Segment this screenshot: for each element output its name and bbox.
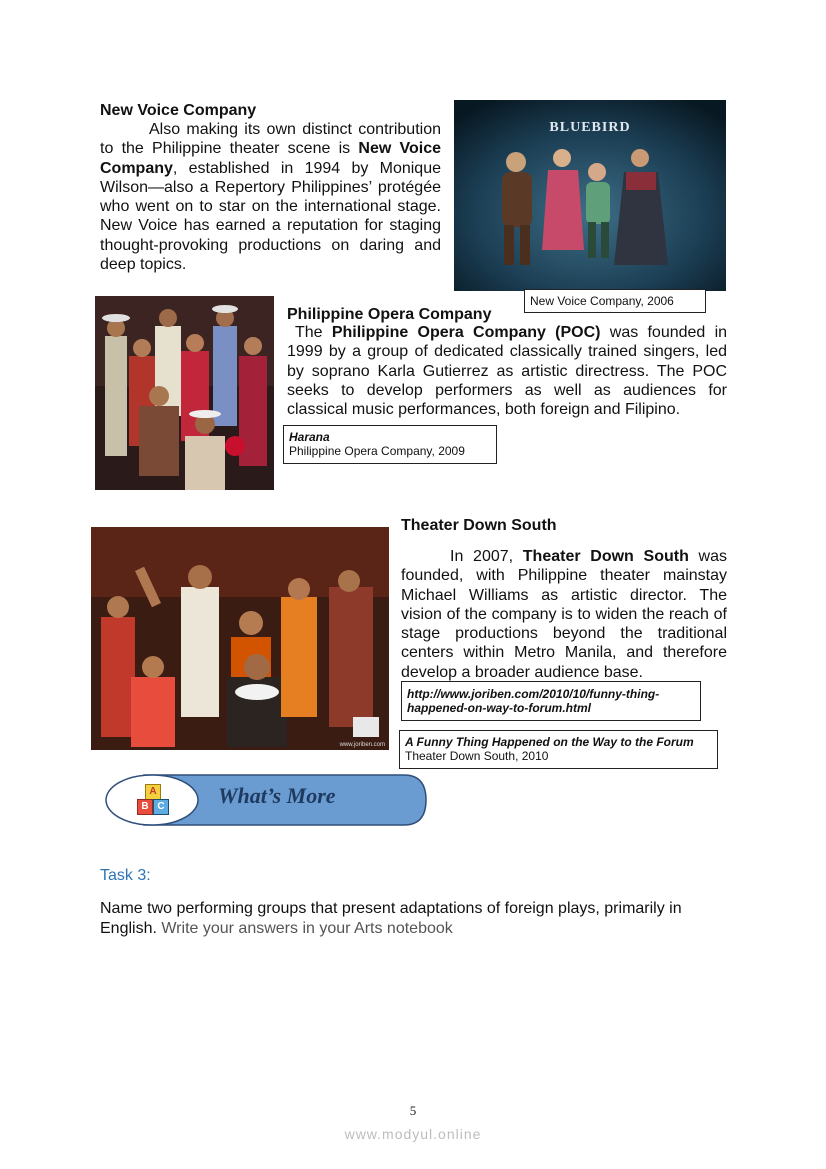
banner-label: What’s More: [218, 783, 336, 808]
section-heading-opera: Philippine Opera Company: [287, 306, 492, 323]
photo-credit-text: www.joriben.com: [339, 742, 385, 748]
paragraph-new-voice: Also making its own distinct contribution to the Philippine theater scene is New Voice Company, established in 1994 by Monique Wilson—also a Repertory Philippines’ protégée who went on to star on the international stage. New Voice has earned a reputation for staging thought-provoking productions on daring and deep topics.: [100, 121, 442, 274]
photo-title-text: BLUEBIRD: [549, 120, 631, 135]
section-heading-new-voice: New Voice Company: [100, 102, 257, 119]
whats-more-banner: [104, 773, 428, 827]
caption-harana: Harana Philippine Opera Company, 2009: [283, 425, 497, 464]
section-heading-tds: Theater Down South: [401, 517, 557, 534]
abc-blocks-icon: A B C: [137, 784, 169, 816]
caption-forum: A Funny Thing Happened on the Way to the Forum Theater Down South, 2010: [399, 730, 718, 769]
harana-cast-photo: [95, 296, 274, 490]
paragraph-opera: The Philippine Opera Company (POC) was founded in 1999 by a group of dedicated classically trained singers, led by soprano Karla Gutierrez as artistic directress. The POC seeks to develop performers as well as audiences for classical music performances, both foreign and Filipino.: [287, 324, 728, 419]
task-label: Task 3:: [100, 867, 151, 884]
paragraph-tds: In 2007, Theater Down South was founded, with Philippine theater mainstay Michael Williams as artistic director. The vision of the company is to widen the reach of stage productions beyond the traditional centers within Metro Manila, and therefore develop a broader audience base.: [401, 548, 727, 681]
caption-source-url: http://www.joriben.com/2010/10/funny-thing-happened-on-way-to-forum.html: [401, 681, 701, 721]
bluebird-stage-photo: [454, 100, 726, 291]
watermark: www.modyul.online: [344, 1126, 482, 1142]
page-number: 5: [409, 1103, 417, 1118]
funny-thing-forum-photo: [91, 527, 389, 750]
task-question: Name two performing groups that present adaptations of foreign plays, primarily in English. Write your answers in your Arts notebook: [100, 900, 682, 937]
caption-new-voice: New Voice Company, 2006: [524, 289, 706, 313]
